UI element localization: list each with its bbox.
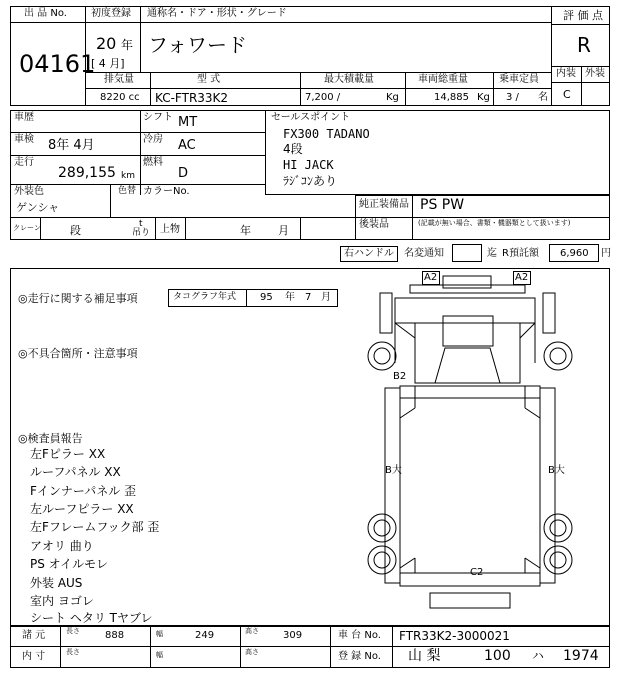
- displacement-label: 排気量: [104, 74, 134, 85]
- interior-label: 内装: [556, 68, 576, 79]
- sales-point-line: FX300 TADANO: [283, 127, 370, 141]
- inspector-line: 外装 AUS: [30, 576, 83, 590]
- registration-class: 100: [484, 648, 511, 664]
- ac-label: 冷房: [143, 134, 163, 145]
- r-deposit-amount: 6,960: [560, 248, 589, 259]
- registration-number: 1974: [563, 648, 599, 664]
- gross-weight-label: 車両総重量: [418, 74, 468, 85]
- max-load-unit: Kg: [386, 92, 399, 103]
- mileage-unit: km: [121, 171, 135, 181]
- interior-grade: C: [563, 88, 571, 101]
- height-label: 高さ: [245, 627, 259, 635]
- lot-number: 04161: [19, 50, 96, 78]
- aftermarket-label: 後装品: [359, 219, 389, 230]
- circ-mark: 迄: [487, 248, 497, 259]
- genuine-label: 純正装備品: [359, 199, 409, 210]
- inside-dim-label: 内 寸: [22, 651, 46, 662]
- chassis-label: 車 台 No.: [338, 630, 381, 641]
- rhd-label: 右ハンドル: [344, 248, 394, 259]
- color-no-label: カラーNo.: [143, 186, 190, 197]
- inspector-line: 左Fピラー XX: [30, 447, 106, 461]
- damage-mark-left-bed: B大: [385, 465, 402, 476]
- length: 888: [105, 630, 125, 641]
- width-label: 幅: [156, 630, 163, 638]
- damage-mark-left-cab: B2: [393, 371, 407, 382]
- mileage-label: 走行: [14, 157, 34, 168]
- damage-mark-front-right: A2: [515, 272, 529, 283]
- inside-length-label: 長さ: [66, 648, 80, 656]
- mileage: 289,155: [58, 165, 116, 181]
- top-label: 上物: [160, 224, 180, 235]
- r-deposit-unit: 円: [601, 248, 611, 259]
- inspector-line: ルーフパネル XX: [30, 465, 121, 479]
- inspector-line: アオリ 曲り: [30, 539, 94, 553]
- inspector-line: 左ルーフピラー XX: [30, 502, 134, 516]
- spec-label: 諸 元: [22, 630, 46, 641]
- tacho-month: 7: [305, 292, 312, 303]
- tacho-label: タコグラフ年式: [173, 292, 237, 302]
- registration-kana: ハ: [532, 649, 545, 663]
- inspector-line: PS オイルモレ: [30, 557, 109, 571]
- height: 309: [283, 630, 303, 641]
- shift: MT: [178, 115, 198, 130]
- top-year: 年: [240, 224, 251, 237]
- driving-notes-label: ◎走行に関する補足事項: [18, 292, 138, 305]
- max-load-label: 最大積載量: [324, 74, 374, 85]
- modification-label: 名変通知: [404, 248, 444, 259]
- capacity-label: 乗車定員: [499, 74, 539, 85]
- inspector-line: シート ヘタリ Tヤブレ: [30, 611, 153, 625]
- gross-weight: 14,885: [434, 92, 469, 103]
- width: 249: [195, 630, 215, 641]
- grade: R: [577, 33, 591, 57]
- crane-t: t: [139, 219, 143, 229]
- length-label: 長さ: [66, 627, 80, 635]
- max-load: 7,200 /: [305, 92, 341, 103]
- sales-point-line: ﾗｼﾞｺﾝあり: [283, 174, 338, 188]
- inspection-label: 車検: [14, 134, 34, 145]
- footer-frame: [10, 626, 610, 668]
- sales-point-line: HI JACK: [283, 158, 334, 172]
- model-name-label: 通称名・ドア・形状・グレード: [147, 8, 287, 19]
- first-reg-month: [ 4 月]: [91, 57, 125, 70]
- inside-height-label: 高さ: [245, 648, 259, 656]
- inspector-line: 左Fフレームフック部 歪: [30, 520, 160, 534]
- damage-mark-front-left: A2: [424, 272, 438, 283]
- model-code-label: 型 式: [197, 74, 221, 85]
- defects-label: ◎不具合箇所・注意事項: [18, 347, 138, 360]
- header-frame: [10, 6, 610, 106]
- fuel-label: 燃料: [143, 157, 163, 168]
- damage-mark-right-bed: B大: [548, 465, 565, 476]
- ext-color: ゲンシャ: [16, 201, 60, 214]
- gross-weight-unit: Kg: [477, 92, 490, 103]
- registration-label: 登 録 No.: [338, 651, 381, 662]
- aftermarket-note: (記載が無い場合、書類・機器類として扱います): [418, 219, 571, 227]
- chassis-number: FTR33K2-3000021: [399, 629, 510, 643]
- first-reg-year: 20: [96, 34, 117, 53]
- model-name: フォワード: [148, 33, 247, 57]
- registration-area: 山 梨: [408, 648, 441, 664]
- sales-point-line: 4段: [283, 142, 303, 156]
- first-reg-label: 初度登録: [91, 8, 131, 19]
- genuine-equipment: PS PW: [420, 197, 465, 213]
- displacement: 8220 cc: [100, 92, 140, 103]
- crane-stage: 段: [70, 224, 81, 237]
- model-code: KC-FTR33K2: [155, 91, 229, 105]
- color-change-label: 色替: [118, 186, 137, 196]
- truck-cab: [380, 276, 555, 383]
- sales-point-label: セールスポイント: [271, 112, 351, 123]
- fuel: D: [178, 166, 189, 181]
- grade-label: 評 価 点: [563, 9, 603, 22]
- capacity-unit: 名: [538, 92, 548, 103]
- tacho-month-unit: 月: [321, 292, 331, 303]
- inspector-report-label: ◎検査員報告: [18, 432, 83, 445]
- inspector-line: 室内 ヨゴレ: [30, 594, 94, 608]
- lot-no-label: 出 品 No.: [24, 8, 67, 19]
- tacho-year: 95: [260, 292, 273, 303]
- crane-lift: 吊り: [132, 228, 151, 238]
- year-unit: 年: [121, 38, 134, 52]
- history-label: 車歴: [14, 112, 34, 123]
- capacity: 3 /: [506, 92, 519, 103]
- ac: AC: [178, 138, 196, 153]
- shift-label: シフト: [143, 112, 173, 123]
- top-month: 月: [278, 224, 289, 237]
- r-deposit-label: R預託額: [502, 248, 539, 259]
- crane-label: クレーン: [13, 224, 41, 232]
- inspection: 8年 4月: [48, 138, 95, 153]
- exterior-label: 外装: [585, 68, 605, 79]
- modification-box: [452, 244, 482, 262]
- inside-width-label: 幅: [156, 651, 163, 659]
- damage-mark-rear: C2: [470, 567, 484, 578]
- tacho-year-unit: 年: [285, 292, 295, 303]
- ext-color-label: 外装色: [14, 186, 44, 197]
- inspector-line: Fインナーパネル 歪: [30, 484, 137, 498]
